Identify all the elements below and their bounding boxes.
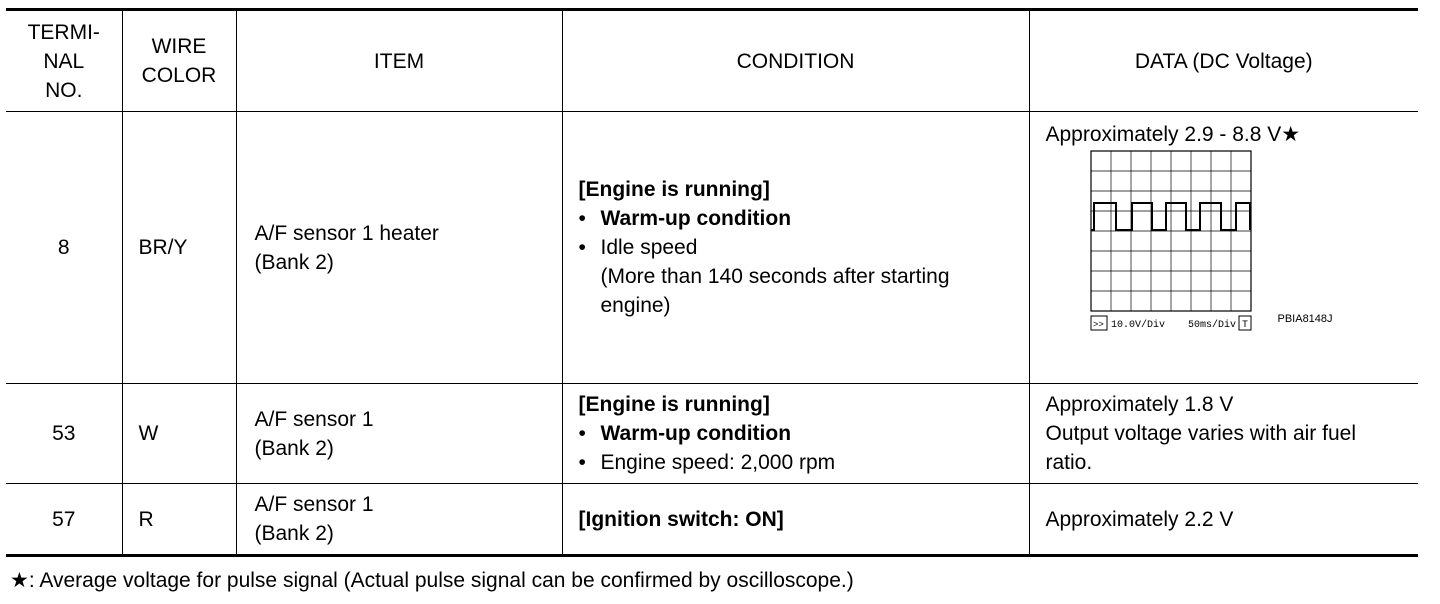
condition-cell: [Ignition switch: ON] bbox=[562, 484, 1029, 556]
header-terminal-line-2: NAL bbox=[43, 49, 85, 73]
header-condition: CONDITION bbox=[562, 10, 1029, 112]
data-cell: Approximately 2.2 V bbox=[1029, 484, 1418, 556]
wire-color-cell: BR/Y bbox=[122, 112, 236, 384]
wire-color-cell: R bbox=[122, 484, 236, 556]
condition-bullet bbox=[579, 419, 1029, 448]
bullet-glyph: • bbox=[578, 236, 586, 259]
item-line: (Bank 2) bbox=[254, 522, 334, 545]
condition-bullet bbox=[579, 233, 1029, 262]
bullet-text: Engine speed: 2,000 rpm bbox=[600, 451, 836, 474]
condition-bullet bbox=[579, 448, 1029, 477]
data-line: Approximately 1.8 V bbox=[1045, 393, 1234, 416]
condition-heading: [Engine is running] bbox=[578, 178, 770, 201]
data-line: ratio. bbox=[1045, 451, 1093, 474]
condition-note-line: (More than 140 seconds after starting bbox=[600, 265, 950, 288]
header-row bbox=[6, 10, 1418, 112]
condition-cell bbox=[562, 112, 1029, 384]
pulse-signal-trace bbox=[1091, 203, 1250, 230]
header-item: ITEM bbox=[236, 10, 562, 112]
bullet-glyph: • bbox=[578, 422, 586, 445]
condition-cell bbox=[562, 384, 1029, 484]
condition-bullet bbox=[579, 204, 1029, 233]
terminal-cell: 8 bbox=[6, 112, 122, 384]
condition-note-line: engine) bbox=[600, 294, 671, 317]
bullet-glyph: • bbox=[578, 207, 586, 230]
oscilloscope-waveform bbox=[1090, 150, 1270, 346]
bullet-text: Warm-up condition bbox=[600, 207, 792, 230]
footnote-text: : Average voltage for pulse signal (Actual pulse signal can be confirmed by oscilloscope.) bbox=[28, 569, 854, 592]
table-row bbox=[6, 112, 1418, 384]
header-terminal-line-1: TERMI- bbox=[27, 20, 100, 44]
item-cell bbox=[236, 384, 562, 484]
condition-heading: [Engine is running] bbox=[578, 393, 770, 416]
header-wire-line-1: WIRE bbox=[151, 35, 207, 58]
data-cell bbox=[1029, 112, 1418, 384]
item-cell bbox=[236, 484, 562, 556]
terminal-cell: 53 bbox=[6, 384, 122, 484]
footnote bbox=[10, 568, 854, 593]
data-cell bbox=[1029, 384, 1418, 484]
header-wire-line-2: COLOR bbox=[141, 64, 217, 87]
scope-trigger-label: T bbox=[1241, 320, 1248, 331]
star-icon: ★ bbox=[10, 569, 29, 592]
data-with-waveform bbox=[1030, 112, 1419, 344]
table-row bbox=[6, 384, 1418, 484]
bullet-glyph: • bbox=[578, 451, 586, 474]
figure-code: PBIA8148J bbox=[1277, 313, 1333, 325]
item-cell bbox=[236, 112, 562, 384]
item-line: A/F sensor 1 heater bbox=[254, 221, 439, 245]
header-terminal-no bbox=[6, 10, 122, 112]
bullet-text: Warm-up condition bbox=[600, 422, 792, 445]
scope-time-label: 50ms/Div bbox=[1187, 320, 1236, 331]
item-line: (Bank 2) bbox=[254, 436, 334, 460]
data-text: Approximately 2.9 - 8.8 V★ bbox=[1045, 123, 1301, 146]
scope-volt-label: 10.0V/Div bbox=[1110, 320, 1165, 331]
header-wire-color bbox=[122, 10, 236, 112]
terminal-data-table bbox=[6, 8, 1418, 557]
scope-arrow-label: >> bbox=[1092, 320, 1104, 330]
bullet-text: Idle speed bbox=[600, 236, 698, 259]
header-data: DATA (DC Voltage) bbox=[1029, 10, 1418, 112]
item-line: A/F sensor 1 bbox=[254, 493, 374, 516]
wire-color-cell: W bbox=[122, 384, 236, 484]
data-line: Output voltage varies with air fuel bbox=[1045, 422, 1356, 445]
item-line: (Bank 2) bbox=[254, 250, 334, 274]
item-line: A/F sensor 1 bbox=[254, 407, 374, 431]
table-row bbox=[6, 484, 1418, 556]
terminal-cell: 57 bbox=[6, 484, 122, 556]
header-terminal-line-3: NO. bbox=[45, 78, 83, 102]
